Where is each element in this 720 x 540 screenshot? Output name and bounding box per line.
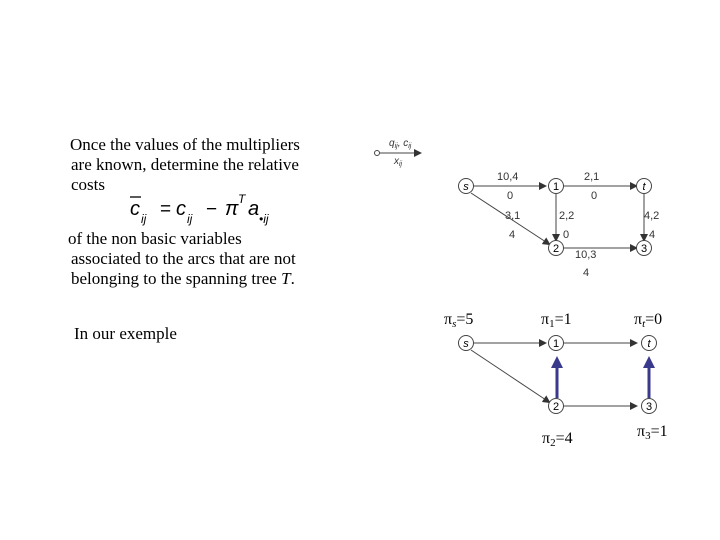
node-s-bottom-label: s xyxy=(463,338,469,350)
formula-a: a xyxy=(248,198,260,220)
arc-1-t-x: 0 xyxy=(591,190,598,202)
arc-1-2-qc: 2,2 xyxy=(559,210,575,222)
arc-1-t-qc: 2,1 xyxy=(584,171,600,183)
graph-top xyxy=(459,171,660,279)
formula-equals: = xyxy=(160,199,172,220)
text-line-6-suffix: . xyxy=(290,269,295,288)
arc-s-1-x: 0 xyxy=(507,190,514,202)
arc-s-2-bottom xyxy=(471,350,549,402)
node-3-bottom-label: 3 xyxy=(645,401,653,413)
arc-2-3-x: 4 xyxy=(583,267,590,279)
graph-bottom xyxy=(444,311,668,449)
node-2-bottom-label: 2 xyxy=(552,401,560,413)
node-1-top-label: 1 xyxy=(552,181,560,193)
arc-2-3-qc: 10,3 xyxy=(575,249,597,261)
text-line-6-T: T xyxy=(281,269,291,288)
legend-top-label: $q_{ij}$, $c_{ij}$ xyxy=(389,138,412,150)
formula-minus: − xyxy=(206,199,218,220)
legend-node-i xyxy=(375,151,380,156)
node-2-top-label: 2 xyxy=(552,243,560,255)
pi-t-label: πt=0 xyxy=(634,311,663,330)
text-line-1: Once the values of the multipliers xyxy=(70,135,300,154)
pi-s-label: πs=5 xyxy=(444,311,474,330)
arc-1-2-x: 0 xyxy=(563,229,570,241)
legend xyxy=(375,138,421,168)
pi-2-label: π2=4 xyxy=(542,430,573,449)
node-s-top-label: s xyxy=(463,181,469,193)
text-line-5: associated to the arcs that are not xyxy=(71,249,296,268)
formula-sub-3: •ij xyxy=(259,212,269,226)
node-3-top-label: 3 xyxy=(640,243,648,255)
arc-t-3-qc: 4,2 xyxy=(644,210,660,222)
legend-bottom-label: $x_{ij}$ xyxy=(394,156,403,168)
formula-sub-1: ij xyxy=(141,212,147,226)
node-t-top-label: t xyxy=(642,181,646,193)
text-line-6-prefix: belonging to the spanning tree xyxy=(71,269,282,288)
text-line-3: costs xyxy=(71,175,105,194)
pi-1-label: π1=1 xyxy=(541,311,572,330)
arc-s-2-qc: 3,1 xyxy=(505,210,521,222)
formula-cbar: c xyxy=(130,198,140,220)
arc-t-3-x: 4 xyxy=(649,229,656,241)
formula-sup-T: T xyxy=(238,192,246,206)
formula-sub-2: ij xyxy=(187,212,193,226)
pi-3-label: π3=1 xyxy=(637,423,668,442)
formula-pi: π xyxy=(225,198,239,220)
arc-s-1-qc: 10,4 xyxy=(497,171,519,183)
text-line-2: are known, determine the relative xyxy=(71,155,299,174)
text-line-4: of the non basic variables xyxy=(68,229,242,248)
node-1-bottom-label: 1 xyxy=(552,338,560,350)
example-label: In our exemple xyxy=(74,324,177,343)
formula-c: c xyxy=(176,198,186,220)
arc-s-2-x: 4 xyxy=(509,229,516,241)
node-t-bottom-label: t xyxy=(647,338,651,350)
